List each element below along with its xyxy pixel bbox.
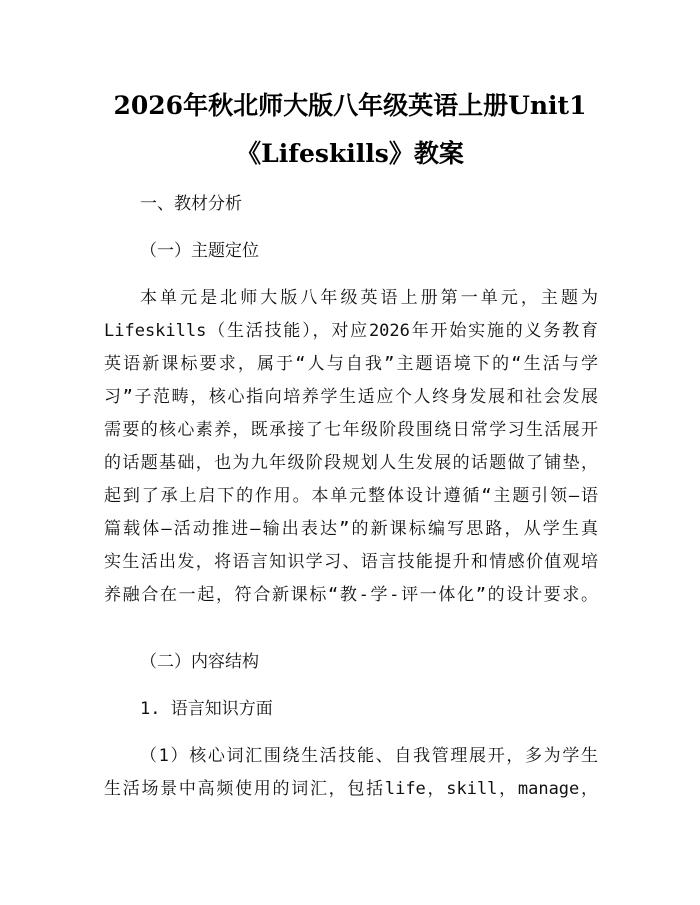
paragraph-line: 本单元是北师大版八年级英语上册第一单元，主题为 xyxy=(140,288,598,308)
paragraph-line: 习”子范畴，核心指向培养学生适应个人终身发展和社会发展 xyxy=(104,387,598,407)
item-heading-language-knowledge: 1. 语言知识方面 xyxy=(140,699,273,719)
paragraph-line: 英语新课标要求，属于“人与自我”主题语境下的“生活与学 xyxy=(104,354,598,374)
paragraph-line: 需要的核心素养，既承接了七年级阶段围绕日常学习生活展开 xyxy=(104,420,598,440)
subsection-heading-content-structure: （二）内容结构 xyxy=(140,652,259,672)
paragraph-line: 的话题基础，也为九年级阶段规划人生发展的话题做了铺垫， xyxy=(104,453,598,473)
paragraph-line: Lifeskills（生活技能），对应2026年开始实施的义务教育 xyxy=(104,321,598,341)
document-title-line1: 2026年秋北师大版八年级英语上册Unit1 xyxy=(113,91,587,120)
paragraph-line: 篇载体—活动推进—输出表达”的新课标编写思路，从学生真 xyxy=(104,519,598,539)
subsection-heading-theme: （一）主题定位 xyxy=(140,241,259,261)
section-heading-textbook-analysis: 一、教材分析 xyxy=(140,194,242,214)
paragraph-line: 生活场景中高频使用的词汇，包括life，skill，manage， xyxy=(104,779,598,799)
paragraph-line: 实生活出发，将语言知识学习、语言技能提升和情感价值观培 xyxy=(104,552,598,572)
paragraph-line: 养融合在一起，符合新课标“教-学-评一体化”的设计要求。 xyxy=(104,585,598,605)
paragraph-line: 起到了承上启下的作用。本单元整体设计遵循“主题引领—语 xyxy=(104,486,598,506)
paragraph-line: （1）核心词汇围绕生活技能、自我管理展开，多为学生 xyxy=(140,746,598,766)
document-title-line2: 《Lifeskills》教案 xyxy=(236,139,464,168)
